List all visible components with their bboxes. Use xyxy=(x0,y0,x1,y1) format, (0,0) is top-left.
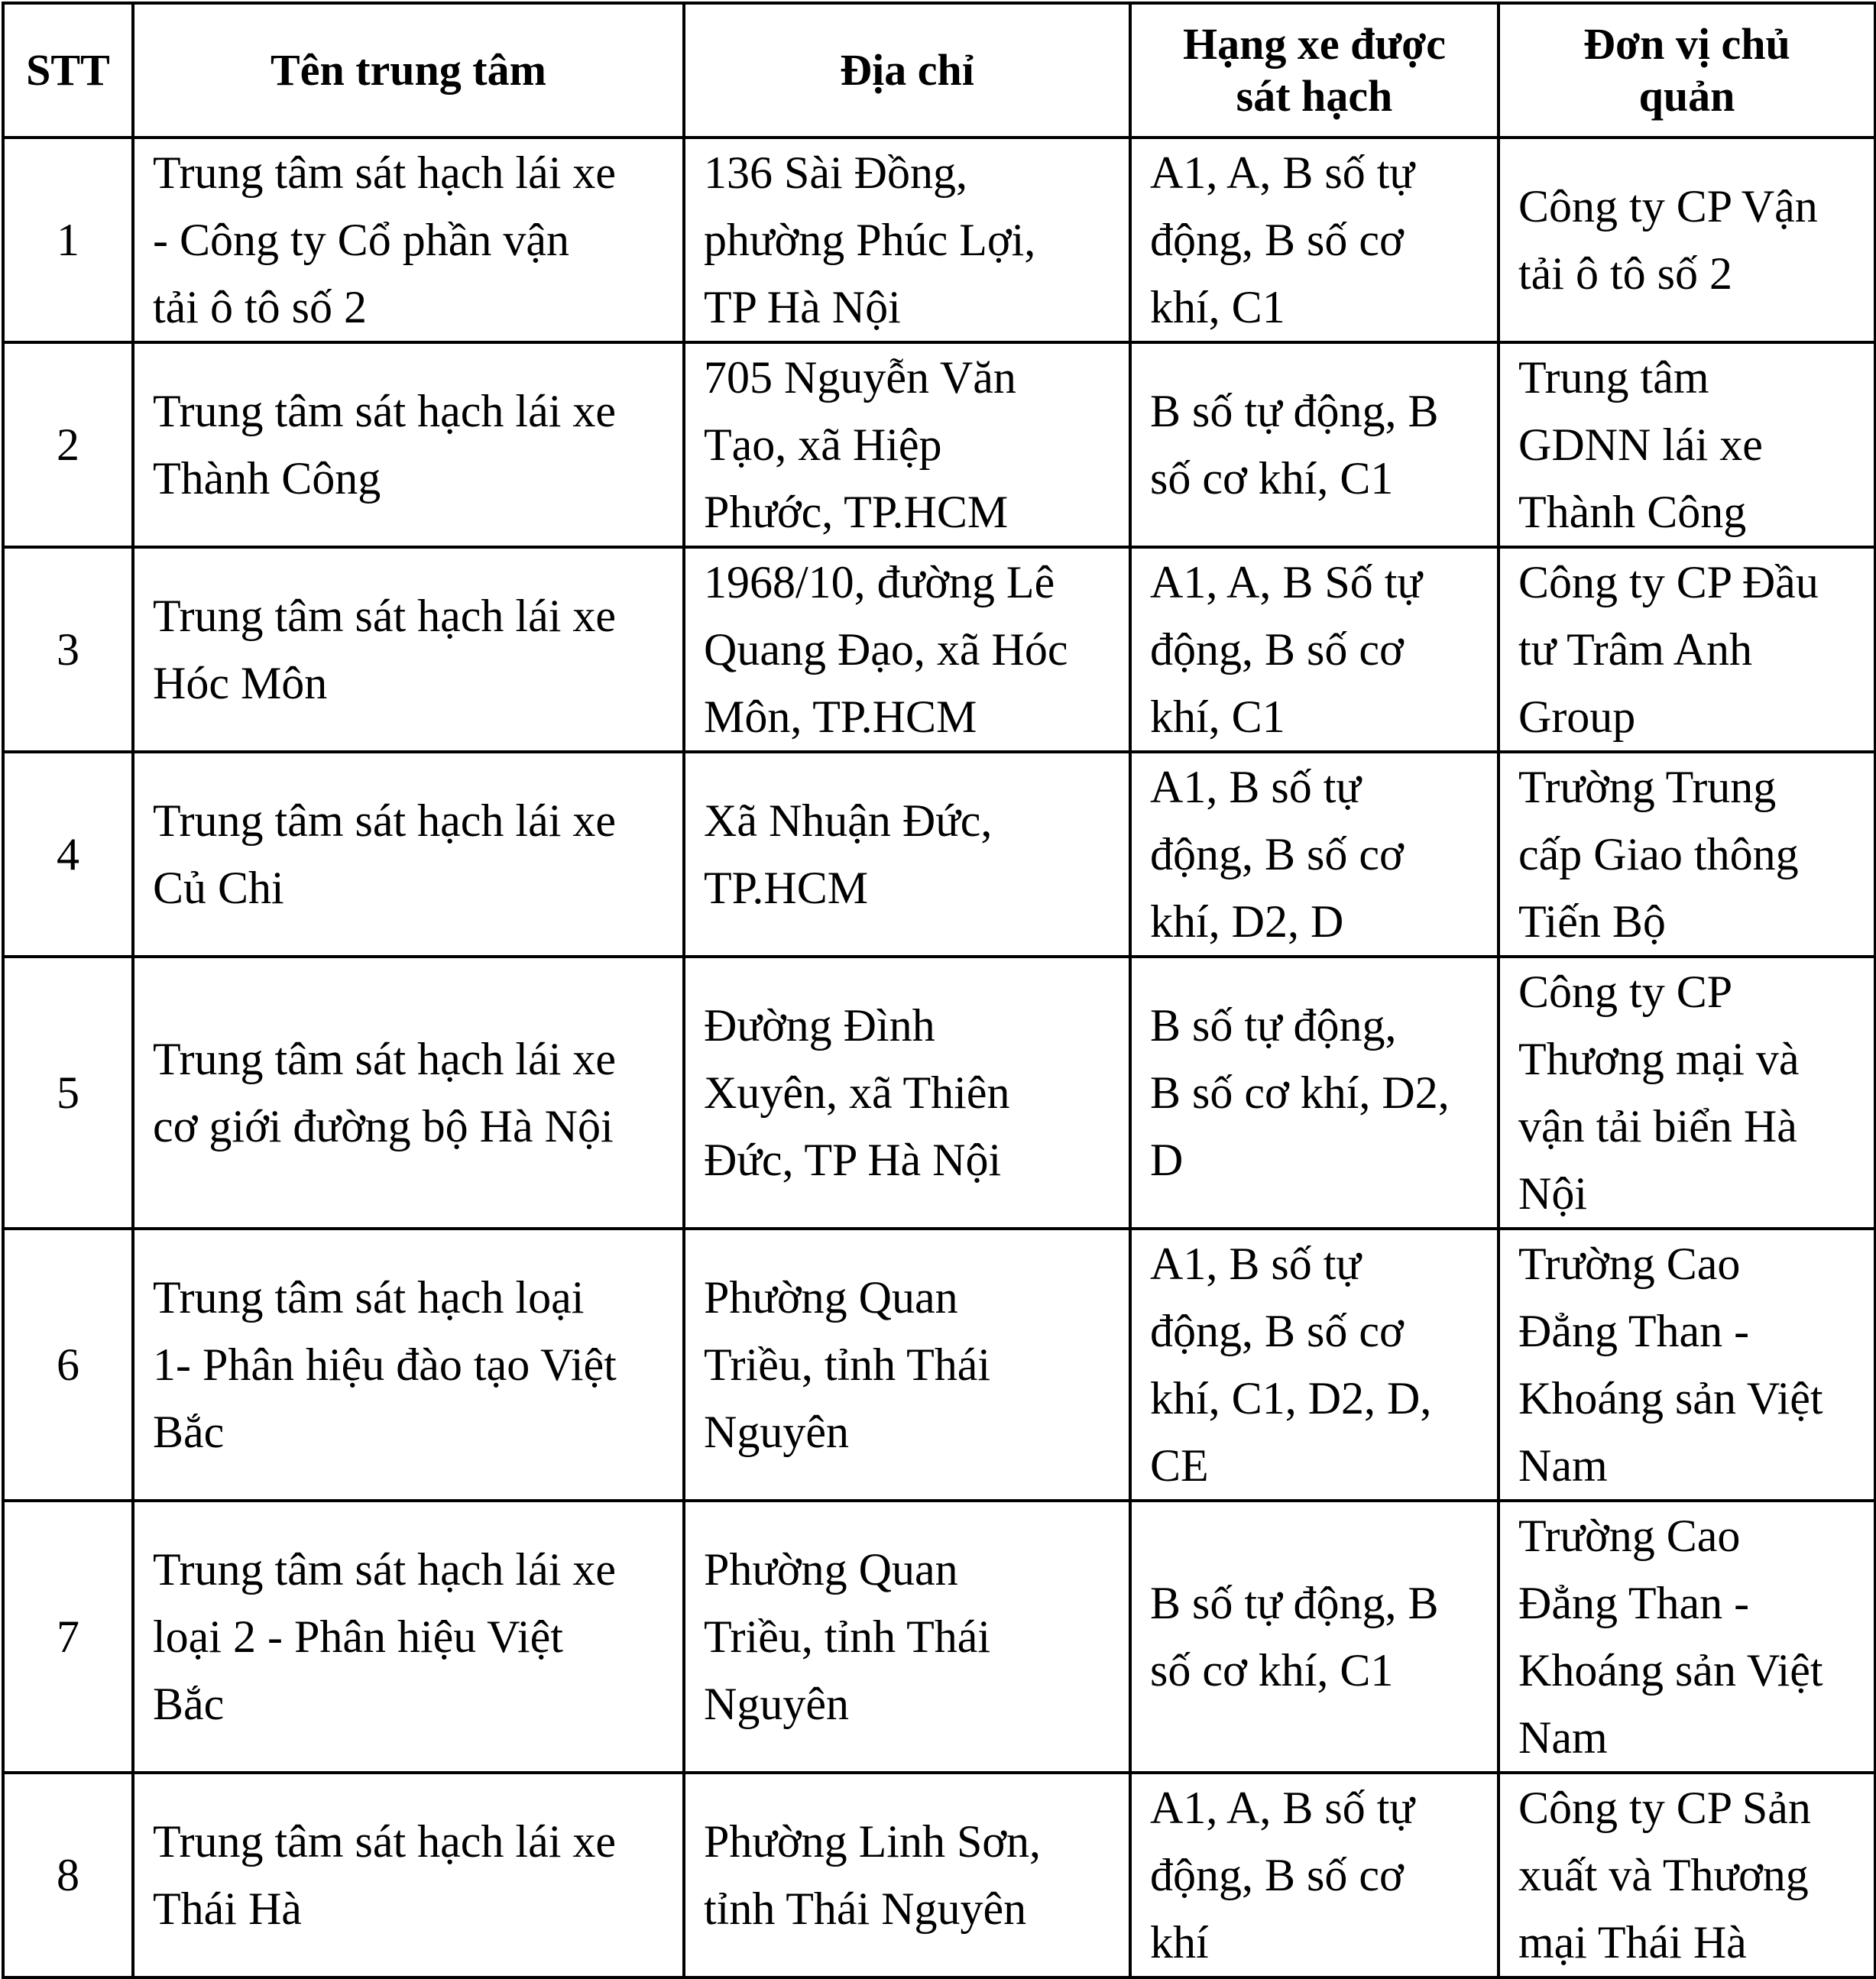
address-cell-line: Phường Linh Sơn, xyxy=(704,1816,1042,1867)
vehicle-classes-cell-line: số cơ khí, C1 xyxy=(1150,1645,1394,1696)
address-cell-line: Tạo, xã Hiệp xyxy=(704,419,942,470)
vehicle-classes-cell-line: B số tự động, B xyxy=(1150,386,1439,436)
vehicle-classes-cell xyxy=(1130,1229,1499,1501)
managing-unit-cell-line: Nam xyxy=(1518,1440,1608,1491)
table-row xyxy=(3,1501,1875,1773)
table-row xyxy=(3,1773,1875,1977)
address-cell xyxy=(684,342,1130,547)
managing-unit-cell-line: mại Thái Hà xyxy=(1518,1917,1747,1968)
managing-unit-cell-line: Trường Cao xyxy=(1518,1511,1741,1561)
managing-unit-cell-line: xuất và Thương xyxy=(1518,1850,1809,1900)
vehicle-classes-cell xyxy=(1130,1501,1499,1773)
table-row xyxy=(3,1229,1875,1501)
stt-cell xyxy=(3,1229,133,1501)
managing-unit-cell-line: Khoáng sản Việt xyxy=(1518,1645,1823,1696)
driving-test-centers-table xyxy=(2,2,1876,1979)
header-managing-unit xyxy=(1499,3,1875,138)
vehicle-classes-cell xyxy=(1130,547,1499,752)
vehicle-classes-cell-line: khí, D2, D xyxy=(1150,896,1344,947)
managing-unit-cell-line: Công ty CP Đầu xyxy=(1518,557,1819,607)
address-cell-line: 1968/10, đường Lê xyxy=(704,557,1055,607)
center-name-cell-line: Trung tâm sát hạch lái xe xyxy=(153,147,617,198)
header-vehicle-classes-line-2: sát hạch xyxy=(1236,71,1393,121)
managing-unit-cell xyxy=(1499,752,1875,957)
center-name-cell-line: Thái Hà xyxy=(153,1883,302,1934)
header-row xyxy=(3,3,1875,138)
center-name-cell-line: Trung tâm sát hạch lái xe xyxy=(153,1544,617,1595)
center-name-cell-line: Bắc xyxy=(153,1679,225,1729)
managing-unit-cell-line: Khoáng sản Việt xyxy=(1518,1373,1823,1424)
header-address xyxy=(684,3,1130,138)
address-cell xyxy=(684,547,1130,752)
address-cell-line: Phước, TP.HCM xyxy=(704,487,1009,537)
managing-unit-cell-line: Công ty CP Vận xyxy=(1518,181,1818,232)
vehicle-classes-cell xyxy=(1130,138,1499,342)
table-row xyxy=(3,547,1875,752)
stt-cell xyxy=(3,342,133,547)
stt-cell xyxy=(3,1501,133,1773)
table-row xyxy=(3,138,1875,342)
address-cell-line: Phường Quan xyxy=(704,1544,958,1595)
managing-unit-cell-line: Thành Công xyxy=(1518,487,1747,537)
managing-unit-cell xyxy=(1499,957,1875,1229)
managing-unit-cell xyxy=(1499,138,1875,342)
center-name-cell-line: Thành Công xyxy=(153,453,381,504)
managing-unit-cell-line: vận tải biển Hà xyxy=(1518,1101,1797,1151)
center-name-cell-line: Hóc Môn xyxy=(153,658,328,708)
center-name-cell-line: Củ Chi xyxy=(153,863,284,913)
vehicle-classes-cell-line: khí, C1, D2, D, xyxy=(1150,1373,1432,1424)
row-number: 1 xyxy=(57,215,79,265)
center-name-cell-line: Trung tâm sát hạch lái xe xyxy=(153,1816,617,1867)
address-cell-line: 136 Sài Đồng, xyxy=(704,147,967,198)
vehicle-classes-cell-line: A1, A, B Số tự xyxy=(1150,557,1422,607)
vehicle-classes-cell-line: động, B số cơ xyxy=(1150,624,1404,675)
center-name-cell xyxy=(133,1501,684,1773)
row-number: 8 xyxy=(57,1850,79,1900)
center-name-cell-line: 1- Phân hiệu đào tạo Việt xyxy=(153,1339,617,1390)
stt-cell xyxy=(3,752,133,957)
vehicle-classes-cell-line: động, B số cơ xyxy=(1150,1850,1404,1900)
managing-unit-cell xyxy=(1499,1501,1875,1773)
managing-unit-cell-line: Thương mại và xyxy=(1518,1034,1800,1084)
vehicle-classes-cell-line: A1, B số tự xyxy=(1150,1239,1361,1289)
center-name-cell xyxy=(133,1773,684,1977)
vehicle-classes-cell-line: động, B số cơ xyxy=(1150,215,1404,265)
address-cell-line: Môn, TP.HCM xyxy=(704,692,977,742)
vehicle-classes-cell-line: động, B số cơ xyxy=(1150,829,1404,879)
address-cell-line: 705 Nguyễn Văn xyxy=(704,352,1016,403)
address-cell-line: Xuyên, xã Thiên xyxy=(704,1067,1010,1118)
address-cell-line: tỉnh Thái Nguyên xyxy=(704,1883,1027,1934)
vehicle-classes-cell xyxy=(1130,957,1499,1229)
stt-cell xyxy=(3,957,133,1229)
address-cell-line: TP.HCM xyxy=(704,863,869,913)
address-cell-line: Triều, tỉnh Thái xyxy=(704,1611,991,1662)
address-cell xyxy=(684,1501,1130,1773)
header-vehicle-classes xyxy=(1130,3,1499,138)
managing-unit-cell-line: Đẳng Than - xyxy=(1518,1306,1750,1356)
table-row xyxy=(3,752,1875,957)
managing-unit-cell xyxy=(1499,342,1875,547)
header-center-name xyxy=(133,3,684,138)
stt-cell xyxy=(3,1773,133,1977)
address-cell xyxy=(684,752,1130,957)
vehicle-classes-cell-line: B số cơ khí, D2, xyxy=(1150,1067,1450,1118)
managing-unit-cell xyxy=(1499,1229,1875,1501)
address-cell xyxy=(684,1229,1130,1501)
vehicle-classes-cell-line: D xyxy=(1150,1135,1184,1185)
row-number: 6 xyxy=(57,1339,79,1390)
row-number: 5 xyxy=(57,1067,79,1118)
managing-unit-cell-line: Đẳng Than - xyxy=(1518,1578,1750,1628)
managing-unit-cell-line: Tiến Bộ xyxy=(1518,896,1666,947)
managing-unit-cell-line: GDNN lái xe xyxy=(1518,419,1763,470)
address-cell-line: phường Phúc Lợi, xyxy=(704,215,1036,265)
center-name-cell xyxy=(133,138,684,342)
stt-cell xyxy=(3,547,133,752)
vehicle-classes-cell-line: A1, A, B số tự xyxy=(1150,1783,1414,1833)
vehicle-classes-cell-line: khí, C1 xyxy=(1150,692,1285,742)
header-vehicle-classes-line-1: Hạng xe được xyxy=(1182,19,1447,69)
vehicle-classes-cell-line: CE xyxy=(1150,1440,1209,1491)
address-cell-line: Quang Đạo, xã Hóc xyxy=(704,624,1068,675)
header-stt-label: STT xyxy=(26,45,110,95)
header-center-name-label: Tên trung tâm xyxy=(271,45,546,95)
vehicle-classes-cell-line: B số tự động, xyxy=(1150,1000,1397,1051)
address-cell-line: Nguyên xyxy=(704,1679,849,1729)
stt-cell xyxy=(3,138,133,342)
center-name-cell xyxy=(133,342,684,547)
center-name-cell xyxy=(133,957,684,1229)
vehicle-classes-cell-line: động, B số cơ xyxy=(1150,1306,1404,1356)
address-cell-line: TP Hà Nội xyxy=(704,282,901,332)
managing-unit-cell xyxy=(1499,1773,1875,1977)
managing-unit-cell-line: cấp Giao thông xyxy=(1518,829,1799,879)
address-cell-line: Đức, TP Hà Nội xyxy=(704,1135,1002,1185)
row-number: 2 xyxy=(57,419,79,470)
center-name-cell-line: - Công ty Cổ phần vận xyxy=(153,215,569,265)
header-managing-unit-line-2: quản xyxy=(1638,71,1735,121)
vehicle-classes-cell xyxy=(1130,1773,1499,1977)
managing-unit-cell-line: Trung tâm xyxy=(1518,352,1709,403)
center-name-cell xyxy=(133,1229,684,1501)
center-name-cell-line: Bắc xyxy=(153,1407,225,1457)
center-name-cell-line: Trung tâm sát hạch lái xe xyxy=(153,591,617,641)
address-cell xyxy=(684,957,1130,1229)
address-cell-line: Nguyên xyxy=(704,1407,849,1457)
header-address-label: Địa chỉ xyxy=(840,45,974,95)
center-name-cell xyxy=(133,547,684,752)
managing-unit-cell-line: tải ô tô số 2 xyxy=(1518,248,1732,299)
managing-unit-cell-line: tư Trâm Anh xyxy=(1518,624,1752,675)
vehicle-classes-cell-line: số cơ khí, C1 xyxy=(1150,453,1394,504)
managing-unit-cell-line: Công ty CP Sản xyxy=(1518,1783,1811,1833)
header-stt xyxy=(3,3,133,138)
address-cell-line: Đường Đình xyxy=(704,1000,935,1051)
row-number: 3 xyxy=(57,624,79,675)
address-cell xyxy=(684,1773,1130,1977)
center-name-cell-line: Trung tâm sát hạch loại xyxy=(153,1272,585,1323)
managing-unit-cell-line: Nam xyxy=(1518,1712,1608,1763)
center-name-cell-line: Trung tâm sát hạch lái xe xyxy=(153,1034,617,1084)
vehicle-classes-cell-line: B số tự động, B xyxy=(1150,1578,1439,1628)
vehicle-classes-cell xyxy=(1130,752,1499,957)
table-row xyxy=(3,342,1875,547)
center-name-cell-line: Trung tâm sát hạch lái xe xyxy=(153,386,617,436)
address-cell-line: Xã Nhuận Đức, xyxy=(704,795,993,846)
header-managing-unit-line-1: Đơn vị chủ xyxy=(1583,19,1790,69)
center-name-cell-line: cơ giới đường bộ Hà Nội xyxy=(153,1101,614,1151)
vehicle-classes-cell-line: khí, C1 xyxy=(1150,282,1285,332)
center-name-cell-line: loại 2 - Phân hiệu Việt xyxy=(153,1611,563,1662)
table-row xyxy=(3,957,1875,1229)
row-number: 7 xyxy=(57,1611,79,1662)
address-cell-line: Triều, tỉnh Thái xyxy=(704,1339,991,1390)
center-name-cell-line: Trung tâm sát hạch lái xe xyxy=(153,795,617,846)
managing-unit-cell-line: Group xyxy=(1518,692,1636,742)
vehicle-classes-cell-line: A1, A, B số tự xyxy=(1150,147,1414,198)
center-name-cell-line: tải ô tô số 2 xyxy=(153,282,367,332)
row-number: 4 xyxy=(57,829,79,879)
vehicle-classes-cell-line: khí xyxy=(1150,1917,1209,1968)
vehicle-classes-cell xyxy=(1130,342,1499,547)
managing-unit-cell xyxy=(1499,547,1875,752)
managing-unit-cell-line: Trường Trung xyxy=(1518,762,1777,812)
vehicle-classes-cell-line: A1, B số tự xyxy=(1150,762,1361,812)
managing-unit-cell-line: Công ty CP xyxy=(1518,967,1733,1017)
center-name-cell xyxy=(133,752,684,957)
address-cell-line: Phường Quan xyxy=(704,1272,958,1323)
address-cell xyxy=(684,138,1130,342)
managing-unit-cell-line: Nội xyxy=(1518,1168,1587,1219)
managing-unit-cell-line: Trường Cao xyxy=(1518,1239,1741,1289)
